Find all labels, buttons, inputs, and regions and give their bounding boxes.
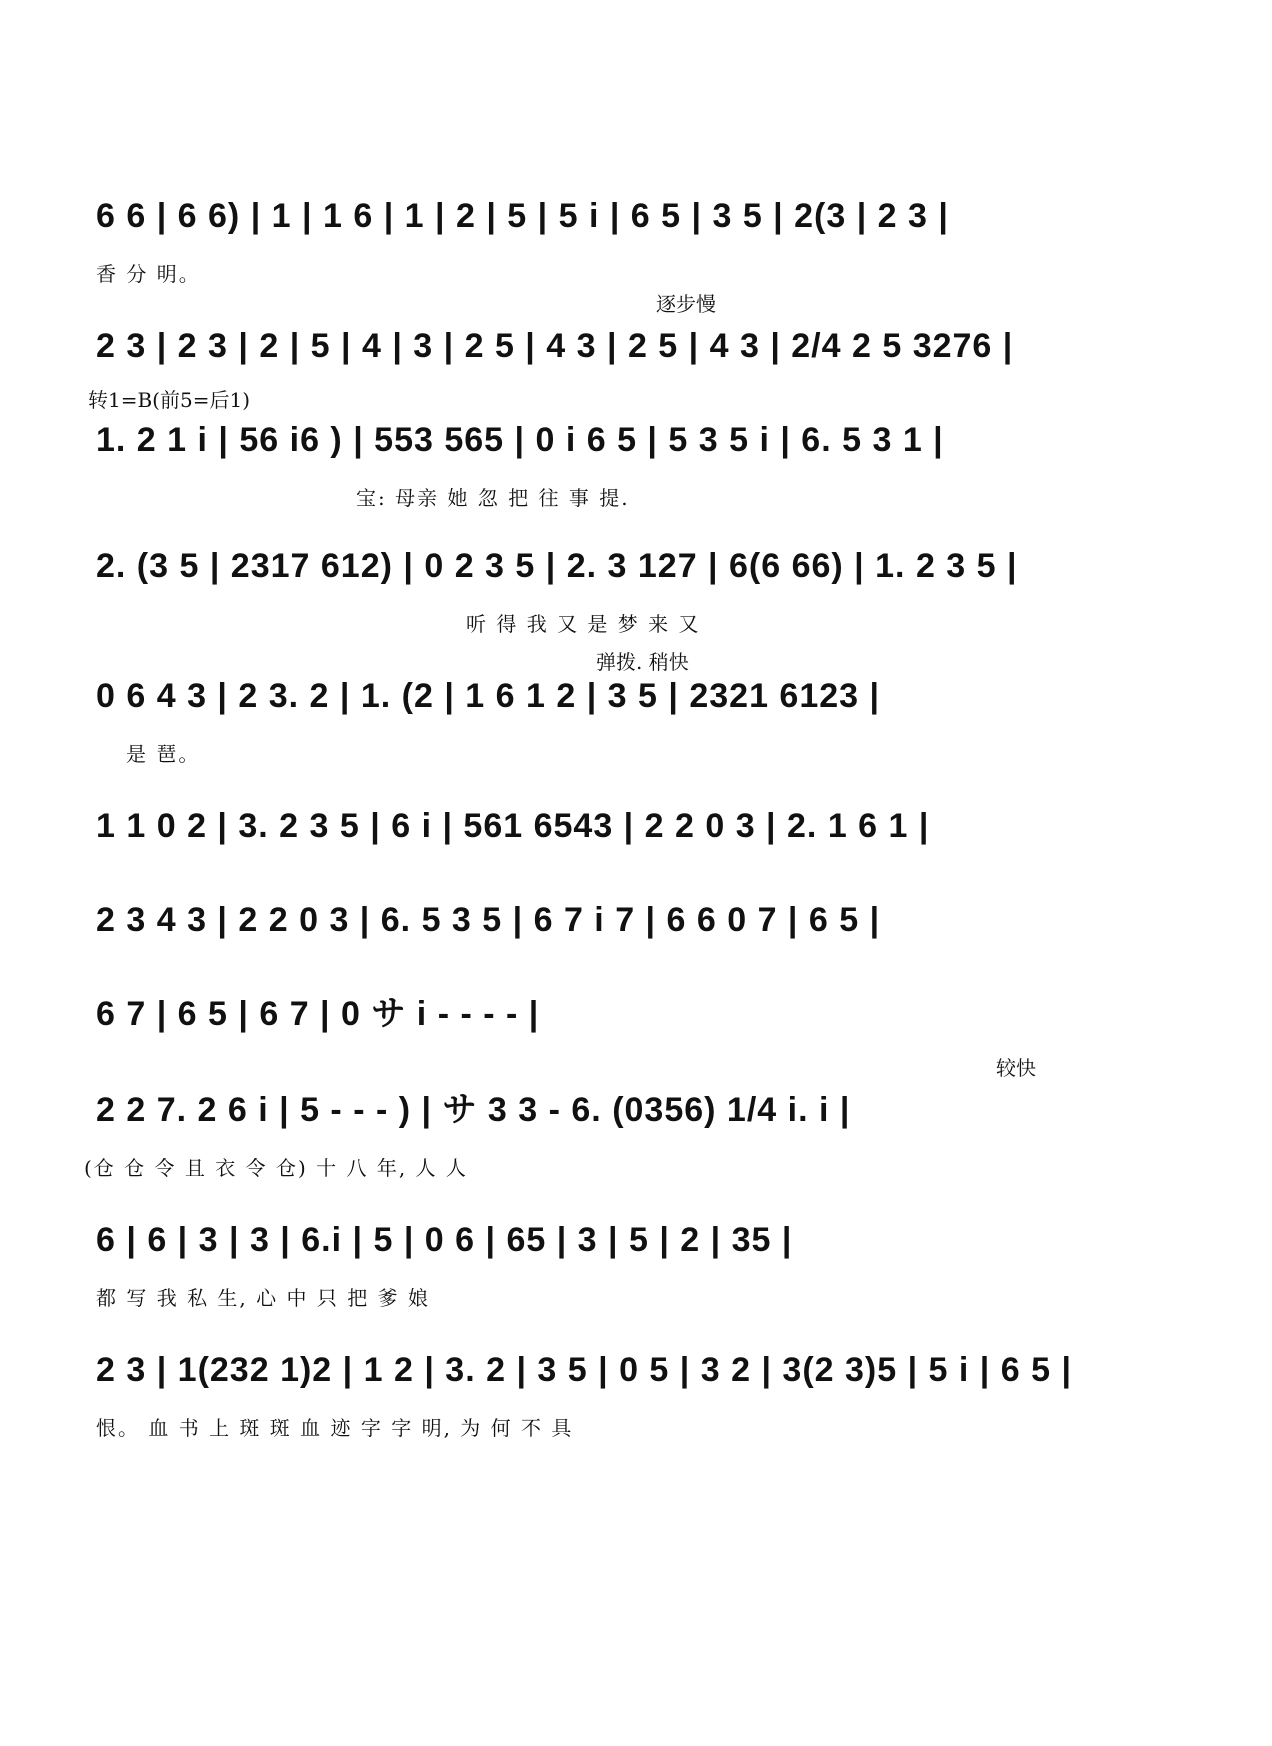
notation-line: 2 3 | 2 3 | 2 | 5 | 4 | 3 | 2 5 | 4 3 | 2 5 | 4 3 | 2/4 2 5 3276 | [96,327,1014,365]
lyric-line: 恨。 血 书 上 斑 斑 血 迹 字 字 明, 为 何 不 具 [96,1416,574,1440]
lyric-line: 香 分 明。 [96,262,201,286]
notation-line: 2 3 4 3 | 2 2 0 3 | 6. 5 3 5 | 6 7 i 7 | 6 6 0 7 | 6 5 | [96,901,881,939]
notation-line: 2. (3 5 | 2317 612) | 0 2 3 5 | 2. 3 127 | 6(6 66) | 1. 2 3 5 | [96,547,1018,585]
tempo-marking: 较快 [996,1056,1036,1080]
notation-line: 6 6 | 6 6) | 1 | 1 6 | 1 | 2 | 5 | 5 i | 6 5 | 3 5 | 2(3 | 2 3 | [96,197,949,235]
key-change-marking: 转1=B(前5=后1) [88,388,250,412]
notation-line: 0 6 4 3 | 2 3. 2 | 1. (2 | 1 6 1 2 | 3 5 | 2321 6123 | [96,677,881,715]
lyric-line: 都 写 我 私 生, 心 中 只 把 爹 娘 [96,1286,430,1310]
notation-line: 6 7 | 6 5 | 6 7 | 0 サ i - - - - | [96,995,540,1033]
lyric-line: 听 得 我 又 是 梦 来 又 [466,612,701,636]
notation-line: 2 3 | 1(232 1)2 | 1 2 | 3. 2 | 3 5 | 0 5 | 3 2 | 3(2 3)5 | 5 i | 6 5 | [96,1351,1072,1389]
tempo-marking: 逐步慢 [656,292,716,316]
lyric-line: 是 琶。 [126,742,201,766]
notation-line: 1. 2 1 i | 56 i6 ) | 553 565 | 0 i 6 5 | 5 3 5 i | 6. 5 3 1 | [96,421,944,459]
notation-line: 2 2 7. 2 6 i | 5 - - - ) | サ 3 3 - 6. (0356) 1/4 i. i | [96,1091,851,1129]
lyric-line: (仓 仓 令 且 衣 令 仓) 十 八 年, 人 人 [84,1156,468,1180]
performance-marking: 弹拨. 稍快 [596,650,689,674]
notation-line: 1 1 0 2 | 3. 2 3 5 | 6 i | 561 6543 | 2 2 0 3 | 2. 1 6 1 | [96,807,930,845]
notation-line: 6 | 6 | 3 | 3 | 6.i | 5 | 0 6 | 65 | 3 | 5 | 2 | 35 | [96,1221,793,1259]
lyric-line: 宝: 母亲 她 忽 把 往 事 提. [356,486,630,510]
